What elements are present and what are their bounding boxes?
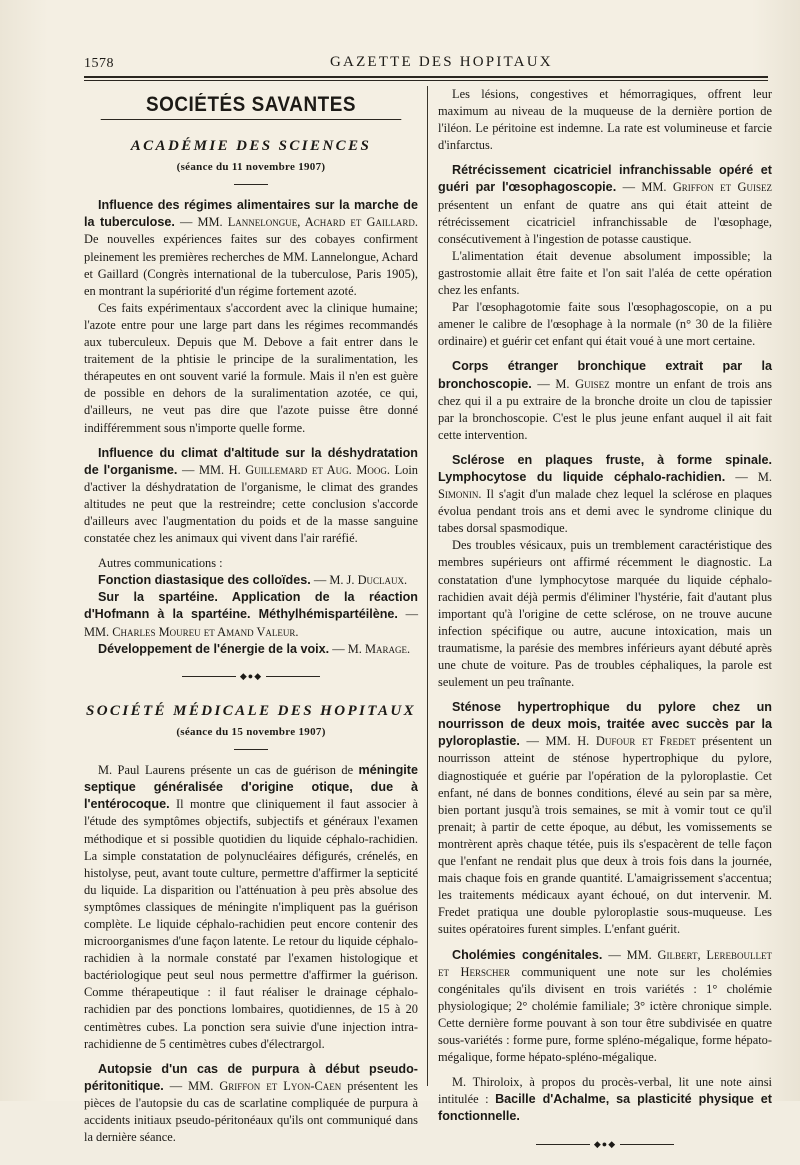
item-authors: — MM. H. Dufour et Fredet	[526, 734, 696, 749]
medical-item	[438, 86, 772, 154]
academy-seance: (séance du 11 novembre 1907)	[176, 161, 326, 174]
item-authors: — MM. H. Guillemard et Aug. Moog.	[181, 462, 390, 477]
item-text: Il montre que cliniquement il faut associer à l'étude des symptômes objectifs, subjectifs et généraux l'examen méthodique et si possible quotidien du liquide céphalo-rachidien. La simple constatation de polynucléaires défigurés, crénelés, en histolyse, peut, avant toute culture, permettre d'affirmer la septicité du liquide. La disparition ou l'atténuation à peu près absolue des symptômes classiques de méningite n'impliquent pas la guérison complète. Le liquide céphalo-rachidien peut encore contenir des microorganismes d'une façon latente. Le retour du liquide céphalo-rachidien à la normale constaté par l'examen histologique et bactériologique peut seul nous permettre d'affirmer la guérison. Comme thérapeutique : il faut réaliser le drainage céphalo-rachidien par des ponctions lombaires, quotidiennes, de 15 à 20 centimètres cubes. La ponction sera suivie d'une injection intra-rachidienne de 5 centimètres cubes d'électrargol.	[84, 797, 418, 1051]
ornament-bar	[182, 676, 236, 677]
item-authors: — MM. Charles Moureu et Amand Valeur.	[84, 607, 418, 639]
item-heading: Autopsie d'un cas de purpura à début pseudo-péritonitique.	[84, 1061, 418, 1093]
autres-label: Autres communications :	[98, 556, 223, 571]
ornament-bar	[620, 1144, 674, 1145]
item-authors: — MM. Griffon et Lyon-Caen	[169, 1078, 342, 1093]
medical-item	[84, 762, 418, 1053]
item-lead: M. Thiroloix, à propos du procès-verbal, lit une note ainsi intitulée :	[438, 1075, 772, 1107]
communication-item	[84, 589, 418, 640]
right-column	[438, 86, 772, 1165]
item-text: L'alimentation était devenue absolument impossible; la gastrostomie allait être faite et l'on sait l'aléa de cette opération chez les enfants.	[438, 248, 772, 298]
item-heading: Sclérose en plaques fruste, à forme spinale. Lymphocytose du liquide céphalo-rachidien.	[438, 452, 772, 484]
item-lead: M. Paul Laurens présente un cas de guérison de	[98, 763, 354, 778]
item-authors: — MM. Lannelongue, Achard et Gaillard.	[180, 215, 418, 230]
item-heading: méningite septique généralisée d'origine otique, due à l'entérocoque.	[84, 763, 418, 812]
medical-society-title: SOCIÉTÉ MÉDICALE DES HOPITAUX	[85, 702, 417, 719]
medical-item	[84, 1061, 418, 1146]
medical-item	[438, 452, 772, 537]
academy-title: ACADÉMIE DES SCIENCES	[130, 138, 372, 155]
ornament-bar	[536, 1144, 590, 1145]
section-title: SOCIÉTÉS SAVANTES	[101, 96, 402, 120]
item-text: Des troubles vésicaux, puis un tremblement caractéristique des membres supérieurs ont affirmé récemment le diagnostic. La constatation d'une lymphocytose marquée du liquide céphalo-rachidien avait déjà permis d'éliminer l'hystérie, fait d'autant plus important qu'à l'origine de cette sclérose, on ne trouve aucune infection spécifique ou autre, aucune intoxication, mais un traumatisme, la parésie des membres inférieurs ayant débuté après une chute de voiture. Pas de troubles céphaliques, la parole est seulement un peu traînante.	[438, 538, 772, 690]
medical-item	[438, 537, 772, 691]
item-text: De nouvelles expériences faites sur des cobayes confirment pleinement les premières recherches de MM. Lannelongue, Achard et Gaillard (Congrès international de la tuberculose, Paris 1905), en montrant la supériorité d'un régime fortement azoté.	[84, 232, 418, 298]
item-authors: — MM. Griffon et Guisez	[622, 180, 772, 195]
medical-item	[438, 699, 772, 938]
item-text: Ces faits expérimentaux s'accordent avec la clinique humaine; l'azote entre pour une large part dans les régimes recommandés aux tuberculeux. Depuis que M. Debove a fait entrer dans le traitement de la phtisie le principe de la suralimentation, les thérapeutes en ont souvent varié la formule. Mais il n'en est guère de possible en dehors de la suralimentation azotée, ce qui, d'ailleurs, ne veut pas dire que l'azote puisse être donné indifféremment sous n'importe quelle forme.	[84, 300, 418, 435]
academy-item	[84, 445, 418, 548]
medical-item	[438, 358, 772, 443]
communication-item	[84, 572, 418, 589]
medical-item	[438, 299, 772, 350]
ornament-dots: ◆●◆	[593, 1138, 617, 1149]
item-text: communiquent une note sur les cholémies congénitales qu'ils divisent en trois variétés : 1° cholémie physiologique; 2° cholémie familiale; 3° ictère chronique simple. Cette dernière forme pouvant à son tour être subdivisée en quatre sous-variétés : forme pure, forme spléno-mégalique, forme hépato-mégalique, forme hépato-spléno-mégalique.	[438, 964, 772, 1065]
academy-item	[84, 300, 418, 437]
item-text: Il s'agit d'un malade chez lequel la sclérose en plaques évolua pendant trois ans et demi avec le syndrome clinique du tabes dorsal spasmodique.	[438, 487, 772, 536]
section-ornament	[438, 1135, 772, 1152]
item-heading: Fonction diastasique des colloïdes.	[98, 573, 311, 588]
page-number: 1578	[84, 56, 114, 71]
item-text: Loin d'activer la déshydratation de l'organisme, le climat des grandes altitudes ne peut que la restreindre; cette conclusion s'accorde d'ailleurs avec l'augmentation du poids et de la masse sanguine constatée chez les animaux qui vivent dans l'air raréfié.	[84, 462, 418, 546]
item-text: Les lésions, congestives et hémorragiques, offrent leur maximum au niveau de la muqueuse de la dernière portion de l'iléon. Le péritoine est indemne. La rate est volumineuse et farcie d'infarctus.	[438, 87, 772, 153]
item-authors: — MM. Gilbert, Lereboullet et Herscher	[438, 947, 772, 979]
item-text: présentent un nourrisson atteint de sténose hypertrophique du pylore, diagnostiquée et guérie par l'opération de la pyloroplastie. Cet enfant, né dans de bonnes conditions, élevé au sein par sa mère, bien portant jusqu'à trois semaines, se mit à vomir tout ce qu'il prenait; à partir de cette époque, au début, les vomissements se montrèrent après chaque tétée, puis ils s'espacèrent de telle façon que l'enfant ne rendait plus que deux à trois fois dans la journée, mais chaque fois en grande quantité. L'amaigrissement s'accentua; les traitements médicaux ayant échoué, on dut intervenir. M. Fredet pratiqua une double pyloroplastie sous-muqueuse. Les suites opératoires furent simples. L'enfant guérit.	[438, 734, 772, 937]
item-text: montre un enfant de trois ans chez qui il a pu extraire de la bronche droite un clou de tapissier par la bronchoscopie. C'est le plus jeune enfant auquel il ait fait cette intervention.	[438, 376, 772, 442]
item-heading: Développement de l'énergie de la voix.	[98, 641, 330, 656]
column-divider	[427, 86, 428, 1086]
item-authors: — M. J. Duclaux.	[313, 573, 408, 588]
item-authors: — M. Simonin.	[438, 469, 772, 502]
short-rule	[234, 749, 268, 750]
short-rule	[234, 184, 268, 185]
header-rule	[84, 76, 768, 78]
ornament-dots: ◆●◆	[239, 670, 263, 681]
medical-seance: (séance du 15 novembre 1907)	[176, 726, 326, 739]
medical-item	[438, 162, 772, 247]
communication-item	[84, 641, 418, 658]
item-heading: Sténose hypertrophique du pylore chez un nourrisson de deux mois, traitée avec succès par la pyloroplastie.	[438, 700, 772, 749]
page-header	[84, 52, 774, 74]
item-text: présentent un enfant de quatre ans qui était atteint de rétrécissement cicatriciel infranchissable de l'œsophage, consécutivement à l'ingestion de potasse caustique.	[438, 197, 772, 246]
item-heading: Corps étranger bronchique extrait par la bronchoscopie.	[438, 359, 772, 391]
item-authors: — M. Marage.	[332, 641, 411, 656]
header-rule-thin	[84, 80, 768, 81]
section-ornament	[84, 668, 418, 685]
item-authors: — M. Guisez	[537, 376, 610, 391]
item-heading: Sur la spartéine. Application de la réaction d'Hofmann à la spartéine. Méthylhémispartéilène.	[84, 590, 418, 622]
item-heading: Influence des régimes alimentaires sur la marche de la tuberculose.	[84, 198, 418, 230]
item-text: Par l'œsophagotomie faite sous l'œsophagoscopie, on a pu amener le calibre de l'œsophage à la normale (n° 30 de la filière ordinaire) et guérir cet enfant qui était voué à une mort certaine.	[438, 300, 772, 349]
journal-title: GAZETTE DES HOPITAUX	[330, 54, 553, 70]
item-heading: Bacille d'Achalme, sa plasticité physique et fonctionnelle.	[438, 1092, 772, 1124]
ornament-bar	[266, 676, 320, 677]
item-text: présentent les pièces de l'autopsie du cas de scarlatine compliquée de purpura à accidents initiaux pseudo-péritonéaux qu'ils ont communiqué dans la dernière séance.	[84, 1078, 418, 1145]
medical-item	[438, 1074, 772, 1125]
item-heading: Influence du climat d'altitude sur la déshydratation de l'organisme.	[84, 445, 418, 477]
academy-item	[84, 197, 418, 300]
medical-item	[438, 947, 772, 1067]
medical-item	[438, 248, 772, 299]
left-column	[84, 86, 418, 1146]
item-heading: Cholémies congénitales.	[452, 947, 603, 962]
item-heading: Rétrécissement cicatriciel infranchissable opéré et guéri par l'œsophagoscopie.	[438, 163, 772, 195]
